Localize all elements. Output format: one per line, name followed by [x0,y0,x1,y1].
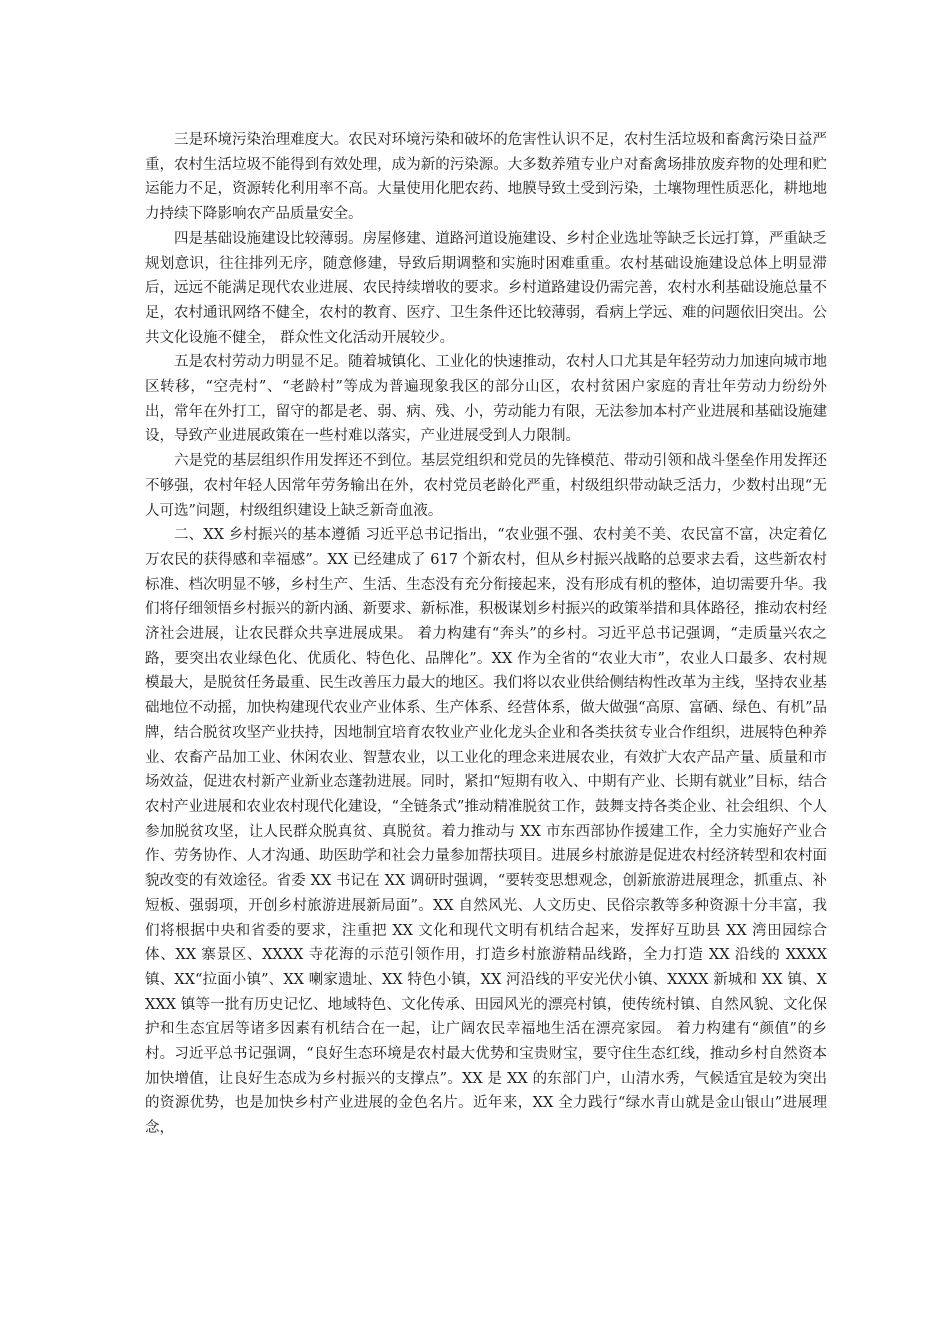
paragraph-rural-revitalization-principles: 二、XX 乡村振兴的基本遵循 习近平总书记指出，“农业强不强、农村美不美、农民富不富，决定着亿万农民的获得感和幸福感”。XX 已经建成了 617 个新农村，但从乡村振兴战略的总要求去看，这些新农村标准、档次明显不够，乡村生产、生活、生态没有充分衔接起来，没有形成有机的整体，迫切需要升华。我们将仔细领悟乡村振兴的新内涵、新要求、新标准，积极谋划乡村振兴的政策举措和具体路径，推动农村经济社会进展，让农民群众共享进展成果。 着力构建有“奔头”的乡村。习近平总书记强调，“走质量兴农之路，要突出农业绿色化、优质化、特色化、品牌化”。XX 作为全省的“农业大市”，农业人口最多、农村规模最大，是脱贫任务最重、民生改善压力最大的地区。我们将以农业供给侧结构性改革为主线，坚持农业基础地位不动摇，加快构建现代农业产业体系、生产体系、经营体系，做大做强“高原、富硒、绿色、有机”品牌，结合脱贫攻坚产业扶持，因地制宜培育农牧业产业化龙头企业和各类扶贫专业合作组织，进展特色种养业、农畜产品加工业、休闲农业、智慧农业，以工业化的理念来进展农业，有效扩大农产品产量、质量和市场效益，促进农村新产业新业态蓬勃进展。同时，紧扣“短期有收入、中期有产业、长期有就业”目标，结合农村产业进展和农业农村现代化建设，“全链条式”推动精准脱贫工作，鼓舞支持各类企业、社会组织、个人参加脱贫攻坚，让人民群众脱真贫、真脱贫。着力推动与 XX 市东西部协作援建工作，全力实施好产业合作、劳务协作、人才沟通、助医助学和社会力量参加帮扶项目。进展乡村旅游是促进农村经济转型和农村面貌改变的有效途径。省委 XX 书记在 XX 调研时强调，“要转变思想观念，创新旅游进展理念，抓重点、补短板、强弱项，开创乡村旅游进展新局面”。XX 自然风光、人文历史、民俗宗教等多种资源十分丰富，我们将根据中央和省委的要求，注重把 XX 文化和现代文明有机结合起来，发挥好互助县 XX 湾田园综合体、XX 寨景区、XXXX 寺花海的示范引领作用，打造乡村旅游精品线路，全力打造 XX 沿线的 XXXX 镇、XX“拉面小镇”、XX 喇家遗址、XX 特色小镇，XX 河沿线的平安光伏小镇、XXXX 新城和 XX 镇、XXXX 镇等一批有历史记忆、地域特色、文化传承、田园风光的漂亮村镇，使传统村镇、自然风貌、文化保护和生态宜居等诸多因素有机结合在一起，让广阔农民幸福地生活在漂亮家园。 着力构建有“颜值”的乡村。习近平总书记强调，“良好生态环境是农村最大优势和宝贵财宝，要守住生态红线，推动乡村自然资本加快增值，让良好生态成为乡村振兴的支撑点”。XX 是 XX 的东部门户，山清水秀，气候适宜是较为突出的资源优势，也是加快乡村产业进展的金色名片。近年来，XX 全力践行“绿水青山就是金山银山”进展理念， [145,527,827,1137]
paragraph-infrastructure: 四是基础设施建设比较薄弱。房屋修建、道路河道设施建设、乡村企业选址等缺乏长远打算，严重缺乏规划意识，往往排列无序，随意修建，导致后期调整和实施时困难重重。农村基础设施建设总体上明显滞后，远远不能满足现代农业进展、农民持续增收的要求。乡村道路建设仍需完善，农村水利基础设施总量不足，农村通讯网络不健全，农村的教育、医疗、卫生条件还比较薄弱，看病上学远、难的问题依旧突出。公共文化设施不健全， 群众性文化活动开展较少。 [145,230,827,346]
paragraph-environment-pollution: 三是环境污染治理难度大。农民对环境污染和破坏的危害性认识不足，农村生活垃圾和畜禽污染日益严重，农村生活垃圾不能得到有效处理，成为新的污染源。大多数养殖专业户对畜禽场排放废弃物的处理和贮运能力不足，资源转化利用率不高。大量使用化肥农药、地膜导致土受到污染，土壤物理性质恶化，耕地地力持续下降影响农产品质量安全。 [145,132,827,223]
paragraph-rural-labor: 五是农村劳动力明显不足。随着城镇化、工业化的快速推动，农村人口尤其是年轻劳动力加速向城市地区转移，“空壳村”、“老龄村”等成为普遍现象我区的部分山区，农村贫困户家庭的青壮年劳动力纷纷外出，常年在外打工，留守的都是老、弱、病、残、小，劳动能力有限，无法参加本村产业进展和基础设施建设，导致产业进展政策在一些村难以落实，产业进展受到人力限制。 [145,354,827,445]
paragraph-party-organization: 六是党的基层组织作用发挥还不到位。基层党组织和党员的先锋模范、带动引领和战斗堡垒作用发挥还不够强，农村年轻人因常年劳务输出在外，农村党员老龄化严重，村级组织带动缺乏活力，少数村出现“无人可选”问题，村级组织建设上缺乏新奇血液。 [145,453,827,519]
document-body [145,128,827,1141]
